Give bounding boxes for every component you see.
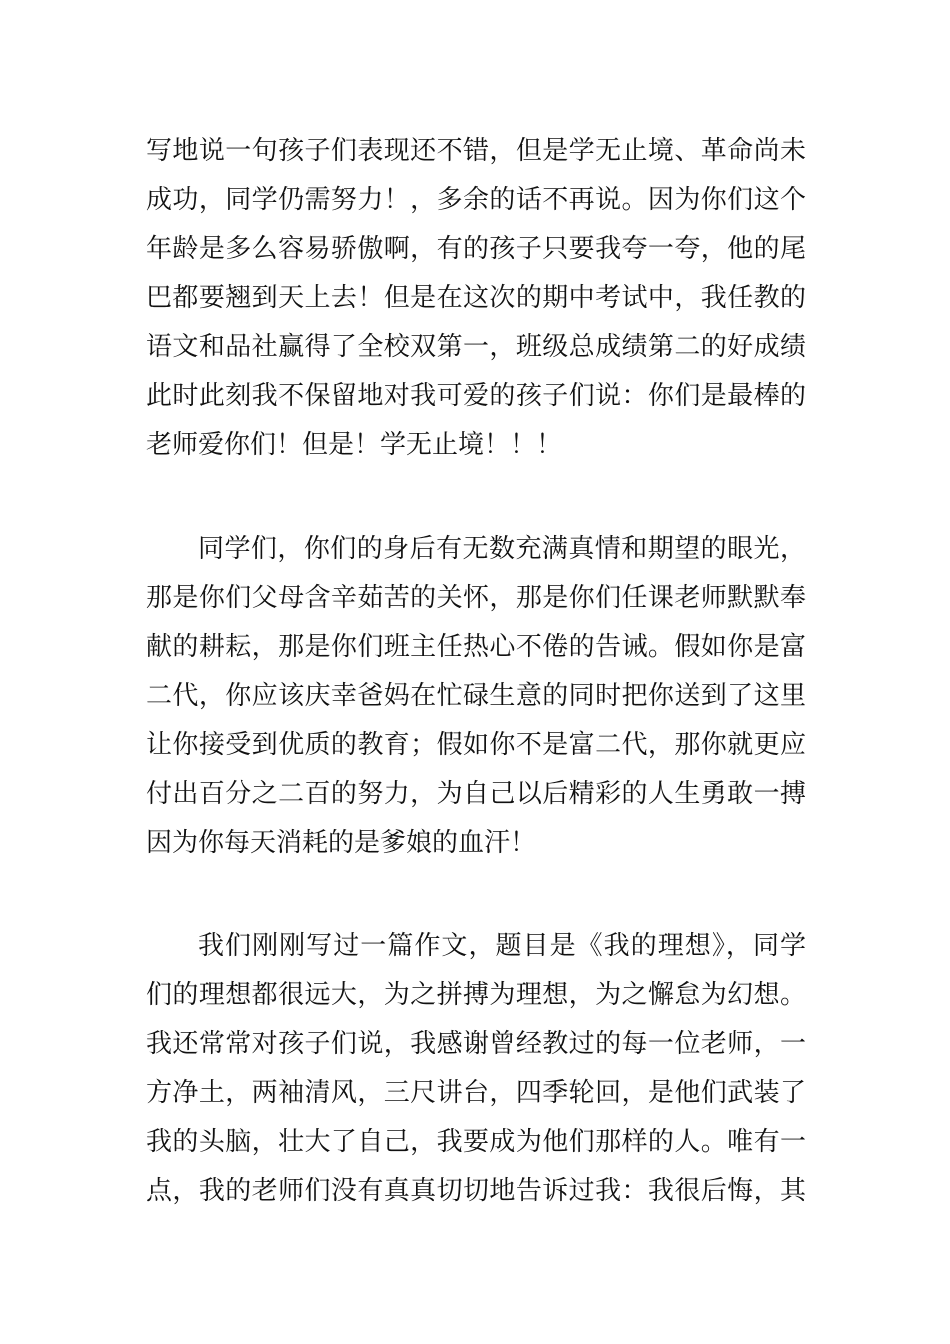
text-line: 方净土，两袖清风，三尺讲台，四季轮回，是他们武装了 (146, 1078, 806, 1108)
text-line: 此时此刻我不保留地对我可爱的孩子们说：你们是最棒的 (146, 381, 806, 411)
text-line: 写地说一句孩子们表现还不错，但是学无止境、革命尚未 (146, 136, 806, 166)
text-line: 年龄是多么容易骄傲啊，有的孩子只要我夸一夸，他的尾 (146, 234, 806, 264)
text-line: 二代，你应该庆幸爸妈在忙碌生意的同时把你送到了这里 (146, 681, 806, 711)
text-line: 同学们，你们的身后有无数充满真情和期望的眼光， (198, 534, 806, 564)
text-line: 因为你每天消耗的是爹娘的血汗！ (146, 828, 537, 858)
text-line: 们的理想都很远大，为之拼搏为理想，为之懈怠为幻想。 (146, 980, 806, 1010)
text-line: 让你接受到优质的教育；假如你不是富二代，那你就更应 (146, 730, 806, 760)
text-line: 成功，同学仍需努力！，多余的话不再说。因为你们这个 (146, 185, 806, 215)
text-line: 老师爱你们！但是！学无止境！！！ (146, 430, 563, 460)
text-line: 语文和品社赢得了全校双第一，班级总成绩第二的好成绩 (146, 332, 806, 362)
text-line: 巴都要翘到天上去！但是在这次的期中考试中，我任教的 (146, 283, 806, 313)
text-line: 我还常常对孩子们说，我感谢曾经教过的每一位老师，一 (146, 1029, 806, 1059)
text-line: 我的头脑，壮大了自己，我要成为他们那样的人。唯有一 (146, 1127, 806, 1157)
text-line: 付出百分之二百的努力，为自己以后精彩的人生勇敢一搏 (146, 779, 806, 809)
text-line: 献的耕耘，那是你们班主任热心不倦的告诫。假如你是富 (146, 632, 806, 662)
text-line: 点，我的老师们没有真真切切地告诉过我：我很后悔，其 (146, 1176, 806, 1206)
text-line: 那是你们父母含辛茹苦的关怀，那是你们任课老师默默奉 (146, 583, 806, 613)
text-line: 我们刚刚写过一篇作文，题目是《我的理想》，同学 (198, 931, 806, 961)
